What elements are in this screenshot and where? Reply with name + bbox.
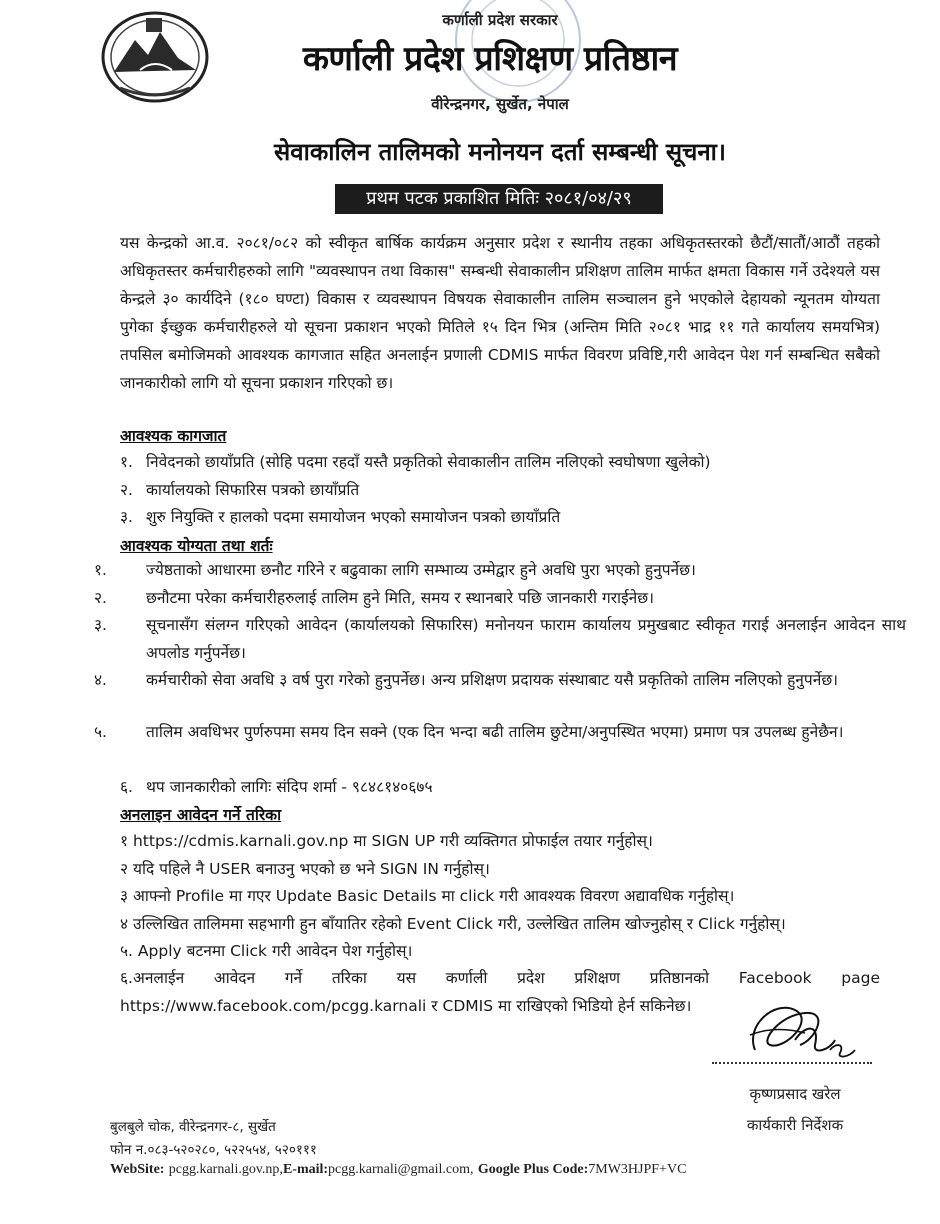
signatory-title: कार्यकारी निर्देशक <box>746 1116 844 1134</box>
plus-code-label: Google Plus Code: <box>477 1162 589 1177</box>
documents-heading: आवश्यक कागजात <box>120 427 227 445</box>
organization-address: वीरेन्द्रनगर, सुर्खेत, नेपाल <box>431 95 569 113</box>
email-link[interactable]: pcgg.karnali@gmail.com, <box>328 1162 474 1177</box>
website-label: WebSite: <box>110 1162 165 1177</box>
qualification-item-number: ३. <box>94 616 107 634</box>
qualification-item <box>94 611 906 667</box>
online-application-heading: अनलाइन आवेदन गर्ने तरिका <box>120 806 282 824</box>
document-item <box>120 476 880 504</box>
qualification-item-text: तालिम अवधिभर पुर्णरुपमा समय दिन सक्ने (एक दिन भन्दा बढी तालिम छुटेमा/अनुपस्थित भएमा) प्रमाण पत्र उपलब्ध हुनेछैन। <box>146 723 844 741</box>
signature-line <box>712 1062 872 1064</box>
qualification-item-number: ४. <box>94 671 107 689</box>
qualification-item <box>94 556 906 584</box>
qualification-item-text: कर्मचारीको सेवा अवधि ३ वर्ष पुरा गरेको हुनुपर्नेछ। अन्य प्रशिक्षण प्रदायक संस्थाबाट यसै प्रकृतिको तालिम नलिएको हुनुपर्नेछ। <box>146 671 839 689</box>
document-item-text: शुरु नियुक्ति र हालको पदमा समायोजन भएको समायोजन पत्रको छायाँप्रति <box>146 508 561 526</box>
qualification-item-number: ५. <box>94 723 107 741</box>
online-step: ४ उल्लिखित तालिममा सहभागी हुन बाँयातिर रहेको Event Click गरी, उल्लेखित तालिम खोज्नुहोस् र Click गर्नुहोस्। <box>120 915 786 933</box>
notice-title: सेवाकालिन तालिमको मनोनयन दर्ता सम्बन्धी सूचना। <box>274 138 726 166</box>
qualification-item-text: थप जानकारीको लागिः संदिप शर्मा - ९८४८१४०६७५ <box>146 778 433 796</box>
online-step: १ https://cdmis.karnali.gov.np मा SIGN UP गरी व्यक्तिगत प्रोफाईल तयार गर्नुहोस्। <box>120 832 653 850</box>
qualification-item-text: ज्येष्ठताको आधारमा छनौट गरिने र बढुवाका लागि सम्भाव्य उम्मेद्वार हुने अवधि पुरा भएको हुनुपर्नेछ। <box>146 561 696 579</box>
footer-address: बुलबुले चोक, वीरेन्द्रनगर-८, सुर्खेत <box>110 1119 276 1135</box>
qualification-item-text: छनौटमा परेका कर्मचारीहरुलाई तालिम हुने मिति, समय र स्थानबारे पछि जानकारी गराईनेछ। <box>146 589 655 607</box>
document-item <box>120 448 880 476</box>
email-label: E-mail: <box>282 1162 329 1177</box>
government-line: कर्णाली प्रदेश सरकार <box>442 11 558 29</box>
plus-code-value: 7MW3HJPF+VC <box>588 1162 687 1177</box>
qualification-item <box>94 666 906 694</box>
website-link[interactable]: pcgg.karnali.gov.np, <box>168 1162 283 1177</box>
organization-name: कर्णाली प्रदेश प्रशिक्षण प्रतिष्ठान <box>302 39 678 79</box>
qualification-item-number: १. <box>94 561 107 579</box>
nepal-emblem-icon <box>100 10 210 105</box>
qualification-item <box>94 584 906 612</box>
qualification-item-number: २. <box>94 589 107 607</box>
document-item-text: कार्यालयको सिफारिस पत्रको छायाँप्रति <box>146 481 360 499</box>
signatory-name: कृष्णप्रसाद खरेल <box>749 1085 841 1103</box>
qualification-item-text: सूचनासँग संलग्न गरिएको आवेदन (कार्यालयको सिफारिस) मनोनयन फाराम कार्यालय प्रमुखबाट स्वीकृत गराई अनलाईन आवेदन साथ अपलोड गर्नुपर्नेछ। <box>146 616 906 662</box>
footer-contact <box>110 1161 870 1178</box>
online-step: ५. Apply बटनमा Click गरी आवेदन पेश गर्नुहोस्। <box>120 942 413 960</box>
document-item-number: ३. <box>120 508 133 526</box>
footer-phone: फोन न.०८३-५२०२८०, ५२२५५४, ५२०१११ <box>110 1142 317 1158</box>
document-item-number: १. <box>120 453 133 471</box>
qualification-item-number: ६. <box>120 778 133 796</box>
online-step: ३ आफ्नो Profile मा गएर Update Basic Details मा click गरी आवश्यक विवरण अद्यावधिक गर्नुहोस्। <box>120 887 735 905</box>
document-item-number: २. <box>120 481 133 499</box>
online-step: २ यदि पहिले नै USER बनाउनु भएको छ भने SIGN IN गर्नुहोस्। <box>120 860 490 878</box>
qualifications-heading: आवश्यक योग्यता तथा शर्तः <box>120 537 273 555</box>
document-item <box>120 503 880 531</box>
qualification-item <box>94 718 906 746</box>
published-date-banner: प्रथम पटक प्रकाशित मितिः २०८१/०४/२९ <box>335 184 663 214</box>
qualification-item <box>120 773 880 801</box>
document-item-text: निवेदनको छायाँप्रति (सोहि पदमा रहदाँ यस्तै प्रकृतिको सेवाकालीन तालिम नलिएको स्वघोषणा खुलेको) <box>146 453 711 471</box>
online-step: ६.अनलाईन आवेदन गर्ने तरिका यस कर्णाली प्रदेश प्रशिक्षण प्रतिष्ठानको Facebook page https://www.facebook.com/pcgg.karnali र CDMIS मा राखिएको भिडियो हेर्न सकिनेछ। <box>120 969 880 1015</box>
notice-intro-paragraph: यस केन्द्रको आ.व. २०८१/०८२ को स्वीकृत बार्षिक कार्यक्रम अनुसार प्रदेश र स्थानीय तहका अधिकृतस्तरको छैटौं/सातौं/आठौं तहको अधिकृतस्तर कर्मचारीहरुको लागि "व्यवस्थापन तथा विकास" सम्बन्धी सेवाकालीन प्रशिक्षण तालिम मार्फत क्षमता विकास गर्ने उदेश्यले यस केन्द्रले ३० कार्यदिने (१८० घण्टा) विकास र व्यवस्थापन विषयक सेवाकालीन तालिम सञ्चालन हुने भएकोले देहायको न्यूनतम योग्यता पुगेका ईच्छुक कर्मचारीहरुले यो सूचना प्रकाशन भएको मितिले १५ दिन भित्र (अन्तिम मिति २०८१ भाद्र ११ गते कार्यालय समयभित्र) तपसिल बमोजिमको आवश्यक कागजात सहित अनलाईन प्रणाली CDMIS मार्फत विवरण प्रविष्टि,गरी आवेदन पेश गर्न सम्बन्धित सबैको जानकारीको लागि यो सूचना प्रकाशन गरिएको छ। <box>120 234 880 392</box>
